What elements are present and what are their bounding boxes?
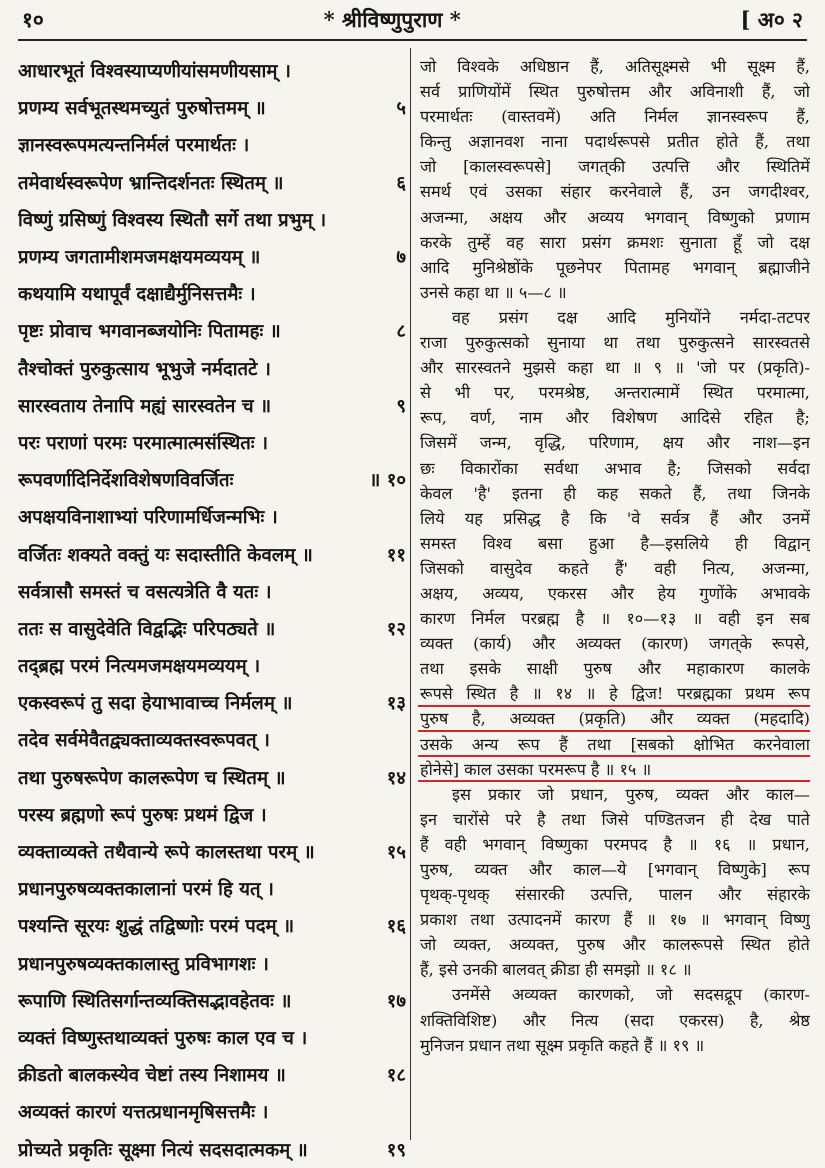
- verse-line: [18, 796, 406, 833]
- verse-number: ६: [396, 172, 406, 194]
- translation-line: पुरुष, व्यक्त और काल—ये [भगवान् विष्णुके] रूप: [420, 860, 810, 879]
- verse-text: पृष्टः प्रोवाच भगवानब्जयोनिः पितामहः ॥: [18, 321, 281, 343]
- verse-text: प्रोच्यते प्रकृतिः सूक्ष्मा नित्यं सदसदात्मकम् ॥: [18, 1139, 308, 1161]
- verse-line: [18, 535, 406, 572]
- verse-line: [18, 759, 406, 796]
- verse-number: ८: [396, 321, 406, 343]
- translation-line: इन चारोंसे परे है तथा जिसे पण्डितजन ही देख पाते: [420, 809, 810, 829]
- verse-text: तदेव सर्वमेवैतद्व्यक्ताव्यक्तस्वरूपवत् ।: [18, 730, 270, 752]
- verse-number: ९: [396, 395, 406, 417]
- translation-line: तथा इसके साक्षी पुरुष और महाकारण कालके: [420, 659, 810, 679]
- header-rule: [18, 39, 807, 41]
- translation-line: समर्थ एवं उसका संहार करनेवाले हैं, उन जगदीश्वर,: [420, 182, 810, 202]
- verse-text: परः पराणां परमः परमात्मात्मसंस्थितः ।: [18, 432, 268, 454]
- verse-line: [18, 498, 406, 535]
- verse-text: तमेवार्थस्वरूपेण भ्रान्तिदर्शनतः स्थितम् ॥: [18, 172, 284, 194]
- verse-line: [18, 350, 406, 387]
- translation-line: जिसको वासुदेव कहते हैं' वही नित्य, अजन्मा,: [420, 558, 810, 578]
- verse-line: [18, 164, 406, 201]
- translation-line: मुनिजन प्रधान तथा सूक्ष्म प्रकृति कहते हैं ॥ १९ ॥: [420, 1035, 705, 1055]
- translation-line: छः विकारोंका सर्वथा अभाव है; जिसको सर्वदा: [420, 458, 810, 478]
- translation-line: जो व्यक्त, अव्यक्त, पुरुष और कालरूपसे स्थित होते: [420, 935, 810, 955]
- translation-line: किन्तु अज्ञानवश नाना पदार्थरूपसे प्रतीत होते हैं, तथा: [420, 132, 810, 152]
- verse-line: [18, 870, 406, 907]
- verse-text: आधारभूतं विश्वस्याप्यणीयांसमणीयसाम् ।: [18, 61, 291, 83]
- translation-line: परमार्थतः (वास्तवमें) अति निर्मल ज्ञानस्वरूप हैं,: [420, 107, 810, 127]
- translation-line: कारण निर्मल परब्रह्म है ॥ १०—१३ ॥ वही इन सब: [420, 609, 810, 629]
- verse-number: ॥ १०: [369, 470, 406, 492]
- translation-line: होनेसे] काल उसका परमरूप है ॥ १५ ॥: [420, 759, 652, 779]
- page-title: * श्रीविष्णुपुराण *: [323, 7, 461, 32]
- verse-text: प्रधानपुरुषव्यक्तकालानां परमं हि यत् ।: [18, 879, 274, 901]
- verse-text: परस्य ब्रह्मणो रूपं पुरुषः प्रथमं द्विज ।: [18, 804, 267, 826]
- verse-text: अपक्षयविनाशाभ्यां परिणामर्धिजन्मभिः ।: [18, 507, 278, 529]
- translation-line: हैं वही भगवान् विष्णुका परमपद है ॥ १६ ॥ प्रधान,: [420, 834, 810, 854]
- translation-line: प्रकाश तथा उत्पादनमें कारण हैं ॥ १७ ॥ भगवान् विष्णु: [420, 910, 810, 930]
- verse-text: पश्यन्ति सूरयः शुद्धं तद्विष्णोः परमं पदम् ॥: [18, 916, 295, 938]
- translation-line: करके तुम्हें वह सारा प्रसंग क्रमशः सुनाता हूँ जो दक्ष: [420, 232, 810, 252]
- column-divider: [410, 48, 411, 1140]
- verse-number: १८: [386, 1065, 406, 1087]
- verse-number: १९: [386, 1139, 406, 1161]
- verse-text: तैश्चोक्तं पुरुकुत्साय भूभुजे नर्मदातटे ।: [18, 358, 271, 380]
- chapter-label: [ अ० २: [740, 7, 803, 32]
- page-number: १०: [22, 7, 44, 32]
- translation-line: अजन्मा, अक्षय और अव्यय भगवान् विष्णुको प्रणाम: [420, 207, 810, 227]
- verse-line: [18, 833, 406, 870]
- translation-line: हैं, इसे उनकी बालवत् क्रीडा ही समझो ॥ १८ ॥: [420, 960, 692, 980]
- translation-line: समस्त विश्व बसा हुआ है—इसलिये ही विद्वान्: [420, 533, 810, 553]
- translation-line: रूप, वर्ण, नाम और विशेषण आदिसे रहित है;: [420, 408, 810, 428]
- translation-line: जो विश्वके अधिष्ठान हैं, अतिसूक्ष्मसे भी सूक्ष्म हैं,: [420, 57, 810, 76]
- hindi-translation-column: [420, 54, 810, 1058]
- verse-text: विष्णुं ग्रसिष्णुं विश्वस्य स्थितौ सर्गे तथा प्रभुम् ।: [18, 209, 327, 231]
- translation-line: जो [कालस्वरूपसे] जगत्‌की उत्पत्ति और स्थितिमें: [420, 157, 810, 177]
- verse-number: १२: [386, 618, 406, 640]
- verse-line: [18, 89, 406, 126]
- translation-line: उसके अन्य रूप हैं तथा [सबको क्षोभित करनेवाला: [420, 734, 810, 754]
- verse-text: ततः स वासुदेवेति विद्वद्भिः परिपठ्यते ॥: [18, 618, 276, 640]
- verse-number: १६: [386, 916, 406, 938]
- verse-line: [18, 52, 406, 89]
- verse-number: १५: [386, 842, 406, 864]
- verse-line: [18, 982, 406, 1019]
- verse-line: [18, 1130, 406, 1167]
- translation-line: वह प्रसंग दक्ष आदि मुनियोंने नर्मदा-तटपर: [452, 307, 810, 327]
- translation-line: राजा पुरुकुत्सको सुनाया था तथा पुरुकुत्सने सारस्वतसे: [420, 333, 810, 353]
- translation-line: उनसे कहा था ॥ ५—८ ॥: [420, 282, 567, 302]
- verse-line: [18, 721, 406, 758]
- verse-text: तथा पुरुषरूपेण कालरूपेण च स्थितम् ॥: [18, 767, 286, 789]
- verse-text: रूपाणि स्थितिसर्गान्तव्यक्तिसद्भावहेतवः ॥: [18, 990, 292, 1012]
- verse-number: ११: [386, 544, 406, 566]
- verse-text: ज्ञानस्वरूपमत्यन्तनिर्मलं परमार्थतः ।: [18, 135, 250, 157]
- translation-line: अक्षय, अव्यय, एकरस और हेय गुणोंके अभावके: [420, 583, 810, 603]
- translation-line: सर्व प्राणियोंमें स्थित पुरुषोत्तम और अविनाशी हैं, जो: [420, 82, 810, 102]
- verse-line: [18, 573, 406, 610]
- verse-line: [18, 275, 406, 312]
- translation-line: शक्तिविशिष्ट) और नित्य (सदा एकरस) है, श्रेष्ठ: [420, 1010, 810, 1030]
- translation-line: पृथक्-पृथक् संसारकी उत्पत्ति, पालन और संहारके: [420, 885, 810, 905]
- verse-line: [18, 387, 406, 424]
- verse-line: [18, 1093, 406, 1130]
- translation-line: जिसमें जन्म, वृद्धि, परिणाम, क्षय और नाश—इन: [420, 433, 810, 453]
- verse-line: [18, 238, 406, 275]
- translation-line: रूपसे स्थित है ॥ १४ ॥ हे द्विज! परब्रह्मका प्रथम रूप: [420, 684, 810, 704]
- highlight-underline: [418, 705, 810, 707]
- verse-text: कथयामि यथापूर्वं दक्षाद्यैर्मुनिसत्तमैः ।: [18, 284, 256, 306]
- verse-line: [18, 424, 406, 461]
- verse-text: प्रधानपुरुषव्यक्तकालास्तु प्रविभागशः ।: [18, 953, 269, 975]
- verse-line: [18, 312, 406, 349]
- verse-number: ७: [396, 247, 406, 269]
- highlight-underline: [418, 730, 810, 732]
- verse-number: ५: [396, 98, 406, 120]
- verse-line: [18, 201, 406, 238]
- verse-line: [18, 126, 406, 163]
- translation-line: पुरुष है, अव्यक्त (प्रकृति) और व्यक्त (महदादि): [420, 709, 810, 729]
- translation-line: व्यक्त (कार्य) और अव्यक्त (कारण) जगत्‌के रूपसे,: [420, 634, 810, 654]
- verse-line: [18, 461, 406, 498]
- verse-text: प्रणम्य सर्वभूतस्थमच्युतं पुरुषोत्तमम् ॥: [18, 98, 266, 120]
- verse-text: रूपवर्णादिनिर्देशविशेषणविवर्जितः: [18, 470, 234, 492]
- verse-line: [18, 610, 406, 647]
- verse-line: [18, 1019, 406, 1056]
- translation-line: लिये यह प्रसिद्ध है कि 'वे सर्वत्र हैं और उनमें: [420, 508, 810, 528]
- verse-number: १४: [386, 767, 406, 789]
- translation-line: इस प्रकार जो प्रधान, पुरुष, व्यक्त और काल—: [452, 784, 810, 804]
- translation-line: से भी पर, परमश्रेष्ठ, अन्तरात्मामें स्थित परमात्मा,: [420, 383, 810, 403]
- translation-line: केवल 'है' इतना ही कह सकते हैं, तथा जिनके: [420, 483, 810, 503]
- verse-text: वर्जितः शक्यते वक्तुं यः सदास्तीति केवलम् ॥: [18, 544, 313, 566]
- verse-text: एकस्वरूपं तु सदा हेयाभावाच्च निर्मलम् ॥: [18, 693, 293, 715]
- verse-text: व्यक्ताव्यक्ते तथैवान्ये रूपे कालस्तथा परम् ॥: [18, 842, 315, 864]
- verse-number: १३: [386, 693, 406, 715]
- verse-line: [18, 684, 406, 721]
- translation-line: और सारस्वतने मुझसे कहा था ॥ ९ ॥ 'जो पर (प्रकृति)-: [420, 358, 810, 378]
- page-header: [22, 2, 803, 38]
- highlight-underline: [418, 755, 810, 757]
- translation-line: उनमेंसे अव्यक्त कारणको, जो सदसद्रूप (कारण-: [452, 985, 810, 1005]
- verse-text: सारस्वताय तेनापि मह्यं सारस्वतेन च ॥: [18, 395, 272, 417]
- verse-line: [18, 647, 406, 684]
- verse-text: प्रणम्य जगतामीशमजमक्षयमव्ययम् ॥: [18, 247, 261, 269]
- highlight-underline: [418, 780, 810, 782]
- verse-text: सर्वत्रासौ समस्तं च वसत्यत्रेति वै यतः ।: [18, 581, 272, 603]
- verse-text: तद्ब्रह्म परमं नित्यमजमक्षयमव्ययम् ।: [18, 656, 261, 678]
- verse-number: १७: [386, 990, 406, 1012]
- verse-line: [18, 945, 406, 982]
- verse-line: [18, 1056, 406, 1093]
- verse-line: [18, 907, 406, 944]
- verse-text: क्रीडतो बालकस्येव चेष्टां तस्य निशामय ॥: [18, 1065, 286, 1087]
- translation-line: आदि मुनिश्रेष्ठोंके पूछनेपर पितामह भगवान् ब्रह्माजीने: [420, 257, 810, 277]
- sanskrit-verses-column: [18, 52, 406, 1168]
- verse-text: व्यक्तं विष्णुस्तथाव्यक्तं पुरुषः काल एव च ।: [18, 1027, 308, 1049]
- verse-text: अव्यक्तं कारणं यत्तत्प्रधानमृषिसत्तमैः ।: [18, 1102, 269, 1124]
